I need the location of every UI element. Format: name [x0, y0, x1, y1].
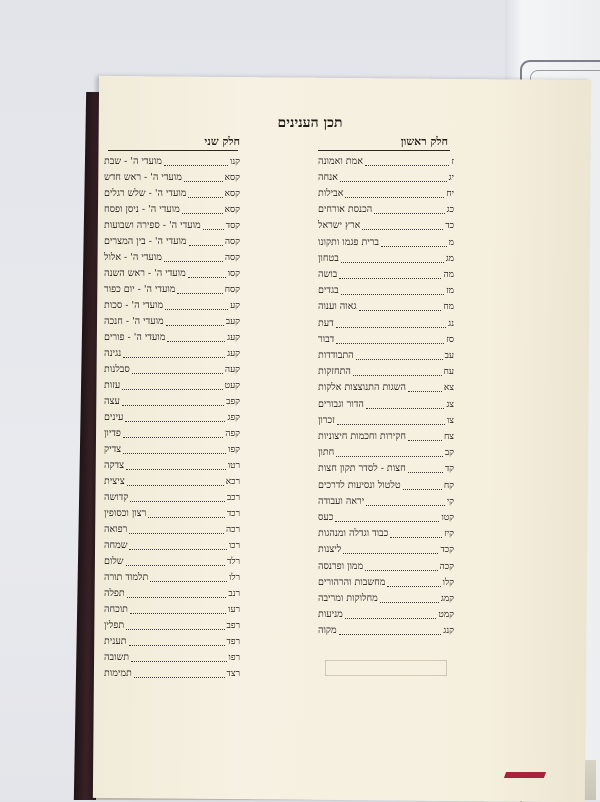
toc-entry-page: רצד — [226, 668, 240, 679]
toc-entry-topic: כעס — [318, 511, 334, 523]
toc-entry-topic: מועדי ה' - שלש רגלים — [104, 187, 187, 199]
toc-entry-topic: הדור וגבורים — [318, 398, 364, 410]
toc-entry-topic: גאוה וענוה — [318, 301, 357, 313]
toc-entry-page: כד — [445, 221, 454, 232]
toc-entry-topic: טלטול ונסיעות לדרכים — [318, 479, 401, 491]
toc-entry-page: יג — [448, 172, 454, 183]
toc-entry-topic: התחזקות — [318, 366, 351, 378]
toc-dot-leader — [129, 525, 224, 534]
toc-entry-page: רנב — [228, 588, 240, 599]
page-title: תכן הענינים — [277, 115, 343, 131]
toc-entry — [318, 446, 454, 460]
toc-entry-topic: חתון — [318, 447, 335, 459]
toc-dot-leader — [353, 367, 442, 376]
toc-entry-page: מ — [448, 237, 454, 248]
toc-entry — [318, 300, 454, 314]
toc-entry-topic: כבוד וגדלה ומנהגות — [318, 528, 389, 540]
faded-footer-box — [325, 660, 447, 676]
toc-entry — [318, 219, 454, 233]
toc-dot-leader — [148, 509, 225, 518]
toc-entry-page: קסא — [224, 204, 240, 215]
toc-entry — [104, 378, 240, 392]
toc-entry — [104, 554, 240, 568]
toc-entry-topic: שמחה — [104, 539, 128, 551]
toc-entry-topic: מועדי ה' - סכות — [104, 299, 164, 311]
toc-dot-leader — [177, 285, 222, 294]
toc-entry — [318, 397, 454, 411]
toc-entry — [104, 234, 240, 248]
toc-entry-topic: השגות התנוצצות אלקות — [318, 382, 407, 394]
toc-entry-page: עב — [444, 350, 454, 361]
toc-dot-leader — [131, 653, 227, 662]
toc-entry-page: רכא — [225, 476, 240, 487]
toc-entry — [104, 362, 240, 376]
toc-dot-leader — [366, 497, 445, 506]
toc-entry-topic: דבור — [318, 333, 335, 345]
toc-entry-topic: מועדי ה' - ספירה ושבועות — [104, 219, 201, 231]
toc-entry — [104, 522, 240, 536]
toc-dot-leader — [408, 432, 442, 441]
toc-dot-leader — [336, 335, 444, 344]
toc-entry-topic: עצה — [104, 395, 120, 407]
toc-dot-leader — [167, 333, 225, 342]
toc-entry — [318, 203, 454, 217]
toc-entry-topic: חקירות וחכמות חיצוניות — [318, 430, 407, 442]
part-one-heading: חלק ראשון — [400, 135, 448, 148]
toc-dot-leader — [125, 413, 225, 422]
toc-entry-page: רכב — [226, 492, 240, 503]
toc-entry-page: יח — [446, 188, 454, 199]
toc-dot-leader — [122, 381, 222, 390]
toc-entry-topic: הכנסת אורחים — [318, 204, 373, 216]
toc-entry-topic: אנחה — [318, 171, 338, 183]
toc-entry-page: קסה — [224, 236, 240, 247]
toc-entry-topic: ממון ופרנסה — [318, 560, 364, 572]
toc-entry-topic: צדיק — [104, 443, 122, 455]
toc-dot-leader — [130, 493, 225, 502]
toc-dot-leader — [335, 513, 439, 522]
toc-entry-page: קב — [444, 448, 454, 459]
toc-entry-page: קד — [444, 464, 454, 475]
toc-entry — [318, 413, 454, 427]
toc-entry-topic: ציצית — [104, 475, 125, 487]
toc-dot-leader — [188, 269, 226, 278]
toc-entry — [104, 426, 240, 440]
toc-entry — [318, 251, 454, 265]
toc-entry-page: קלו — [442, 577, 454, 588]
toc-entry — [318, 575, 454, 589]
toc-entry — [318, 559, 454, 573]
toc-entry-page: צו — [446, 415, 454, 426]
toc-entry-topic: מועדי ה' - ראש חדש — [104, 171, 182, 183]
heading-rule-part-one — [318, 150, 450, 151]
toc-entry — [104, 650, 240, 664]
toc-entry-topic: בגדים — [318, 285, 339, 297]
toc-entry-page: רלד — [227, 556, 240, 567]
toc-entry — [104, 346, 240, 360]
toc-entry-page: קעה — [224, 364, 240, 375]
toc-entry — [104, 282, 240, 296]
toc-dot-leader — [188, 189, 222, 198]
toc-entry-topic: בטחון — [318, 252, 339, 264]
toc-entry-page: קפה — [225, 428, 240, 439]
toc-entry-page: צג — [446, 399, 454, 410]
toc-entry-topic: סבלנות — [104, 363, 130, 375]
ribbon-edge — [504, 772, 546, 778]
toc-entry-page: קח — [443, 480, 454, 491]
toc-entry — [104, 586, 240, 600]
toc-entry — [104, 154, 240, 168]
toc-entry-topic: פדיון — [104, 427, 121, 439]
toc-entry — [104, 170, 240, 184]
toc-entry — [104, 218, 240, 232]
toc-entry — [318, 267, 454, 281]
toc-entry-page: קיז — [444, 529, 454, 540]
toc-entry-topic: חצות - לסדר תקון חצות — [318, 463, 406, 475]
toc-entry — [318, 365, 454, 379]
toc-dot-leader — [122, 397, 224, 406]
toc-entry — [104, 666, 240, 680]
toc-entry — [104, 202, 240, 216]
toc-entry-page: מז — [446, 286, 454, 297]
toc-entry — [318, 316, 454, 330]
toc-dot-leader — [164, 253, 223, 262]
toc-entry-page: קעג — [227, 348, 240, 359]
toc-entry-topic: עינים — [104, 411, 124, 423]
toc-entry — [318, 348, 454, 362]
toc-entry-page: צח — [443, 431, 454, 442]
toc-entry-topic: התבודדות — [318, 349, 354, 361]
toc-dot-leader — [365, 562, 437, 571]
toc-entry — [104, 298, 240, 312]
toc-entry — [104, 618, 240, 632]
toc-entry — [318, 543, 454, 557]
toc-entry-page: רפד — [226, 636, 240, 647]
toc-entry-page: רטו — [227, 460, 240, 471]
toc-entry-page: כג — [446, 205, 454, 216]
toc-dot-leader — [203, 221, 224, 230]
toc-entry — [104, 570, 240, 584]
toc-entry — [318, 478, 454, 492]
toc-entry-page: קנו — [229, 156, 240, 167]
toc-dot-leader — [127, 589, 227, 598]
toc-entry — [104, 186, 240, 200]
toc-entry-page: קסד — [225, 220, 240, 231]
toc-dot-leader — [182, 205, 223, 214]
toc-dot-leader — [366, 400, 445, 409]
toc-entry-page: קסו — [227, 268, 240, 279]
toc-entry — [318, 494, 454, 508]
toc-dot-leader — [345, 610, 437, 619]
toc-dot-leader — [380, 594, 439, 603]
toc-entry — [104, 634, 240, 648]
toc-entry — [318, 235, 454, 249]
toc-entry-topic: רפואה — [104, 523, 128, 535]
toc-dot-leader — [356, 351, 443, 360]
toc-dot-leader — [387, 578, 440, 587]
toc-dot-leader — [336, 319, 446, 328]
toc-dot-leader — [365, 157, 450, 166]
toc-dot-leader — [123, 429, 223, 438]
toc-entry-topic: תשובה — [104, 651, 129, 663]
toc-entry-topic: מועדי ה' - פורים — [104, 331, 166, 343]
toc-entry-topic: שלום — [104, 555, 124, 567]
toc-entry-page: קמט — [438, 610, 454, 621]
toc-dot-leader — [134, 669, 225, 678]
toc-entry-page: קעג — [227, 332, 240, 343]
toc-entry — [318, 608, 454, 622]
toc-entry-topic: צדקה — [104, 459, 125, 471]
toc-entry-topic: קדושה — [104, 491, 129, 503]
toc-dot-leader — [408, 464, 443, 473]
toc-entry-topic: מועדי ה' - יום כפור — [104, 283, 176, 295]
toc-dot-leader — [123, 349, 225, 358]
toc-entry — [318, 381, 454, 395]
toc-entry-page: קפג — [227, 412, 240, 423]
toc-entry — [104, 490, 240, 504]
toc-dot-leader — [126, 557, 226, 566]
toc-entry-page: קכה — [439, 561, 454, 572]
toc-entry-page: קכד — [440, 545, 454, 556]
toc-entry-topic: מקוה — [318, 625, 337, 637]
toc-entry-page: קי — [446, 496, 454, 507]
toc-entry-topic: מועדי ה' - שבת — [104, 155, 162, 167]
toc-entry-topic: תענית — [104, 635, 127, 647]
toc-entry — [318, 284, 454, 298]
toc-entry-topic: מניעות — [318, 609, 343, 621]
toc-entry-page: קע — [230, 300, 240, 311]
toc-dot-leader — [390, 529, 442, 538]
toc-entry — [318, 154, 454, 168]
toc-entry-topic: תפלה — [104, 587, 125, 599]
toc-dot-leader — [336, 448, 443, 457]
toc-entry — [104, 506, 240, 520]
toc-entry-topic: מועדי ה' - ראש השנה — [104, 267, 186, 279]
toc-entry-page: עח — [443, 367, 454, 378]
heading-rule-part-two — [108, 150, 238, 151]
toc-entry — [104, 314, 240, 328]
toc-entry-page: מג — [445, 253, 454, 264]
toc-entry-page: רלו — [229, 572, 240, 583]
toc-entry-topic: עזות — [104, 379, 121, 391]
toc-dot-leader — [381, 238, 447, 247]
toc-entry-topic: ברית פגמו ותקונו — [318, 236, 380, 248]
toc-dot-leader — [339, 270, 441, 279]
toc-entry-topic: תוכחה — [104, 603, 128, 615]
toc-entry-page: מה — [443, 269, 454, 280]
toc-entry-page: רעו — [228, 604, 240, 615]
toc-entry — [318, 429, 454, 443]
toc-dot-leader — [374, 205, 444, 214]
toc-entry — [318, 332, 454, 346]
toc-entry-page: קסא — [224, 172, 240, 183]
toc-entry-page: צא — [443, 383, 454, 394]
toc-entry-page: קעט — [224, 380, 240, 391]
toc-entry-topic: תלמוד תורה — [104, 571, 149, 583]
toc-dot-leader — [184, 173, 223, 182]
toc-entry-topic: מחלוקות ומריבה — [318, 592, 378, 604]
toc-entry-page: מח — [443, 302, 454, 313]
toc-entry — [104, 458, 240, 472]
toc-entry-page: קפו — [228, 444, 240, 455]
toc-entry-page: רכו — [228, 540, 240, 551]
toc-entry-topic: מועדי ה' - בין המצרים — [104, 235, 187, 247]
toc-dot-leader — [130, 605, 226, 614]
toc-dot-leader — [341, 254, 444, 263]
toc-entry-topic: מועדי ה' - חנכה — [104, 315, 164, 327]
toc-dot-leader — [362, 221, 443, 230]
toc-entry — [318, 624, 454, 638]
toc-entry-topic: נגינה — [104, 347, 122, 359]
toc-entry-page: סז — [446, 334, 454, 345]
toc-dot-leader — [126, 621, 224, 630]
toc-dot-leader — [166, 317, 224, 326]
toc-dot-leader — [408, 383, 442, 392]
toc-entry — [318, 510, 454, 524]
toc-entry — [104, 394, 240, 408]
toc-entry-topic: אמת ואמונה — [318, 155, 363, 167]
toc-dot-leader — [345, 189, 444, 198]
toc-entry-topic: מועדי ה' - אלול — [104, 251, 162, 263]
toc-dot-leader — [343, 545, 438, 554]
toc-entry — [104, 474, 240, 488]
toc-dot-leader — [164, 157, 228, 166]
part-two-heading: חלק שני — [204, 135, 240, 148]
toc-entry — [318, 186, 454, 200]
toc-dot-leader — [127, 477, 224, 486]
toc-entry-page: ז — [451, 156, 454, 167]
toc-entry — [104, 330, 240, 344]
toc-entry-page: קסה — [224, 252, 240, 263]
toc-dot-leader — [126, 461, 226, 470]
toc-dot-leader — [337, 416, 445, 425]
toc-entry — [104, 602, 240, 616]
toc-dot-leader — [359, 302, 442, 311]
toc-entry-topic: בושה — [318, 268, 338, 280]
toc-entry — [104, 538, 240, 552]
toc-entry — [318, 591, 454, 605]
toc-entry — [104, 266, 240, 280]
toc-entry-topic: דעת — [318, 317, 334, 329]
toc-entry-topic: מחשבות והרהורים — [318, 576, 386, 588]
toc-entry-topic: זכרון — [318, 414, 335, 426]
toc-entry-page: רכד — [226, 508, 240, 519]
toc-dot-leader — [189, 237, 223, 246]
toc-entry-page: קעב — [225, 316, 240, 327]
toc-entry — [318, 170, 454, 184]
toc-entry-topic: ליצנות — [318, 544, 342, 556]
toc-dot-leader — [341, 286, 444, 295]
toc-entry-topic: תפלין — [104, 619, 125, 631]
toc-dot-leader — [129, 541, 226, 550]
toc-entry-page: נג — [448, 318, 454, 329]
toc-entry-topic: תמימות — [104, 667, 132, 679]
toc-dot-leader — [340, 173, 447, 182]
toc-entry-topic: ארץ ישראל — [318, 220, 361, 232]
toc-entry-topic: אבילות — [318, 187, 344, 199]
toc-entry-page: קסא — [224, 188, 240, 199]
toc-dot-leader — [339, 626, 442, 635]
toc-entry-topic: יראה ועבודה — [318, 495, 365, 507]
toc-dot-leader — [123, 445, 226, 454]
toc-entry-topic: מועדי ה' - ניסן ופסח — [104, 203, 180, 215]
toc-entry-page: קנג — [443, 626, 454, 637]
toc-entry-page: קטו — [441, 512, 454, 523]
toc-entry — [318, 462, 454, 476]
toc-entry — [104, 250, 240, 264]
toc-entry-page: רפב — [226, 620, 240, 631]
toc-entry-page: קמג — [440, 593, 454, 604]
toc-entry-page: קסח — [224, 284, 240, 295]
toc-dot-leader — [129, 637, 225, 646]
toc-dot-leader — [165, 301, 228, 310]
toc-dot-leader — [403, 481, 442, 490]
toc-entry-topic: רצון וכסופין — [104, 507, 147, 519]
faded-footer-line — [300, 682, 450, 696]
toc-entry-page: קפב — [226, 396, 240, 407]
toc-entry — [104, 410, 240, 424]
toc-entry — [104, 442, 240, 456]
toc-entry-page: רפו — [228, 652, 240, 663]
toc-entry-page: רכה — [226, 524, 240, 535]
toc-entry — [318, 527, 454, 541]
toc-dot-leader — [132, 365, 223, 374]
toc-dot-leader — [150, 573, 227, 582]
